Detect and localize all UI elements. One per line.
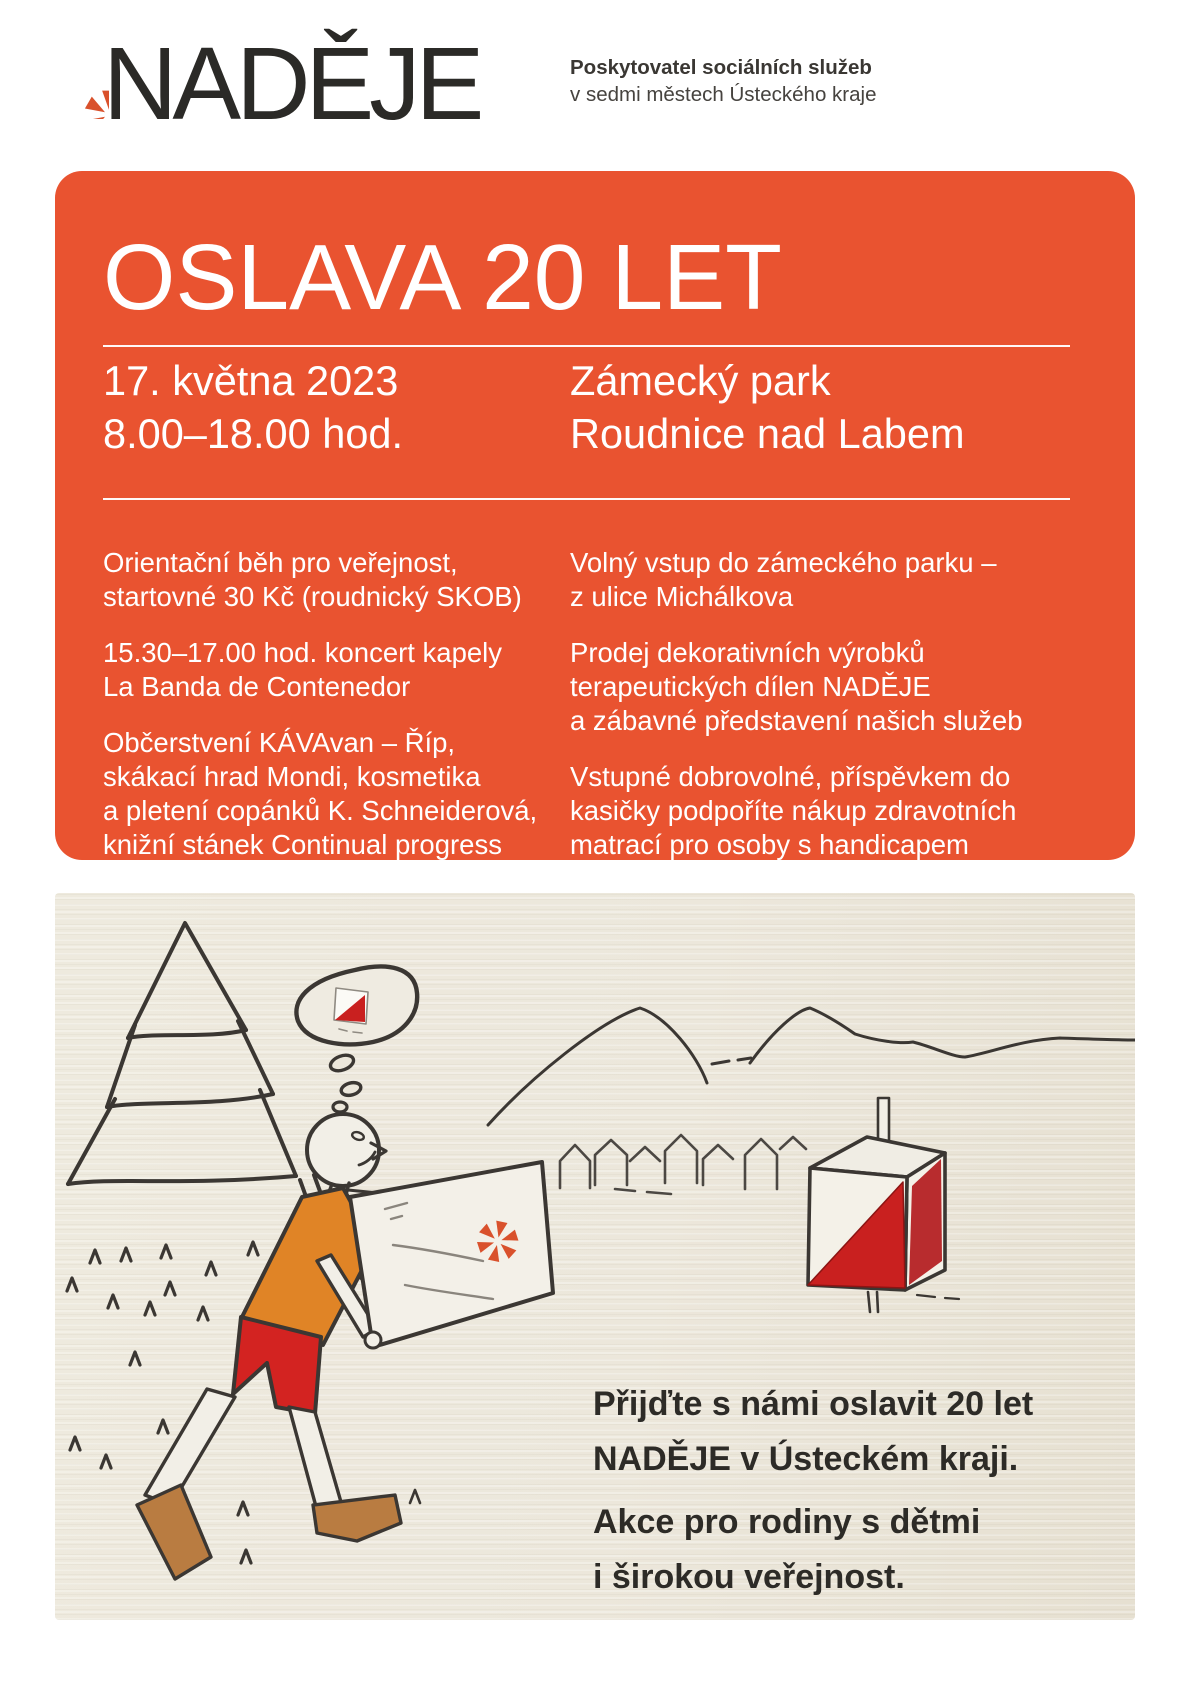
program-line: kasičky podpoříte nákup zdravotních: [570, 795, 1017, 826]
venue-name: Zámecký park: [570, 357, 831, 404]
caption-line: i širokou veřejnost.: [593, 1558, 905, 1596]
program-column-right: [570, 524, 1090, 884]
event-banner: [55, 171, 1135, 860]
illustration-caption: [593, 1369, 1033, 1613]
mountains-icon: [488, 1008, 1135, 1125]
program-line: Občerstvení KÁVAvan – Říp,: [103, 727, 456, 758]
program-line: La Banda de Contenedor: [103, 671, 411, 702]
brand-name: NADĚJE: [103, 26, 480, 141]
program-line: Orientační běh pro veřejnost,: [103, 547, 458, 578]
caption-line: NADĚJE v Ústeckém kraji.: [593, 1440, 1019, 1478]
runner-head: [307, 1114, 379, 1186]
divider-line: [103, 345, 1070, 347]
caption-line: Přijďte s námi oslavit 20 let: [593, 1385, 1034, 1423]
program-line: startovné 30 Kč (roudnický SKOB): [103, 581, 522, 612]
tagline-line-bold: Poskytovatel sociálních služeb: [570, 56, 872, 79]
header-tagline: [570, 54, 876, 108]
event-date: 17. května 2023: [103, 357, 399, 404]
event-hours: 8.00–18.00 hod.: [103, 410, 404, 457]
runner-front-leg: [145, 1389, 235, 1505]
program-line: 15.30–17.00 hod. koncert kapely: [103, 637, 503, 668]
runner-back-leg: [289, 1407, 343, 1514]
program-line: knižní stánek Continual progress: [103, 829, 502, 860]
runner-with-map-icon: [137, 1114, 553, 1579]
program-column-left: [103, 524, 553, 884]
event-title: OSLAVA 20 LET: [103, 225, 782, 329]
village-icon: [560, 1135, 806, 1194]
program-line: skákací hrad Mondi, kosmetika: [103, 761, 481, 792]
program-line: a zábavné představení našich služeb: [570, 705, 1023, 736]
brand-asterisk-icon: [54, 55, 109, 119]
program-line: a pletení copánků K. Schneiderová,: [103, 795, 538, 826]
program-line: z ulice Michálkova: [570, 581, 794, 612]
program-line: Volný vstup do zámeckého parku –: [570, 547, 997, 578]
event-venue: [570, 354, 965, 460]
event-datetime: [103, 354, 403, 460]
tagline-line-regular: v sedmi městech Ústeckého kraje: [570, 83, 877, 106]
runner-front-shoe: [137, 1485, 211, 1579]
divider-line: [103, 498, 1070, 500]
caption-line: Akce pro rodiny s dětmi: [593, 1503, 981, 1541]
program-line: matrací pro osoby s handicapem: [570, 829, 969, 860]
orienteering-flag-icon: [808, 1098, 959, 1312]
map-in-hand: [350, 1162, 553, 1347]
runner-back-shoe: [313, 1495, 401, 1541]
program-line: Prodej dekorativních výrobků: [570, 637, 925, 668]
thought-bubble-icon: [296, 967, 417, 1112]
program-line: Vstupné dobrovolné, příspěvkem do: [570, 761, 1011, 792]
runner-hand: [365, 1332, 381, 1348]
program-line: terapeutických dílen NADĚJE: [570, 671, 931, 702]
illustration-panel: [55, 893, 1135, 1620]
venue-city: Roudnice nad Labem: [570, 410, 965, 457]
